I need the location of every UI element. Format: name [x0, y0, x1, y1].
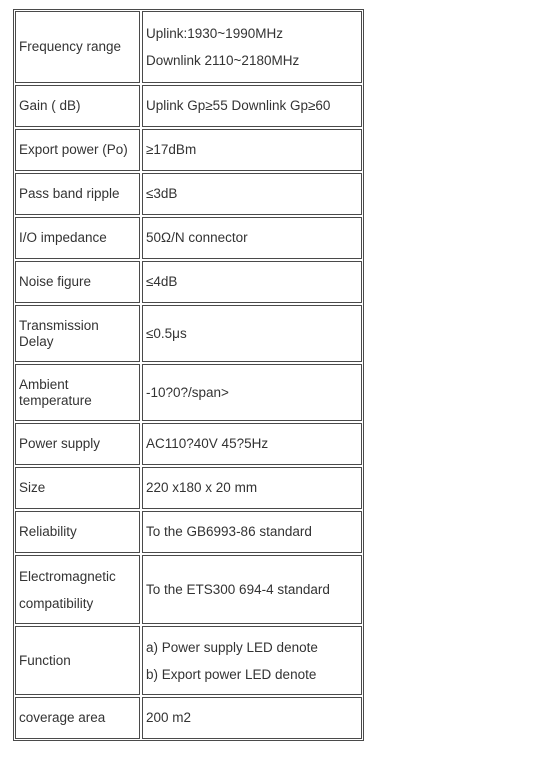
spec-label-text: Gain ( dB) [19, 98, 81, 113]
spec-value-text: ≤0.5μs [146, 325, 187, 341]
table-row [15, 511, 362, 553]
spec-label [15, 364, 140, 421]
spec-label-text: I/O impedance [19, 230, 107, 245]
spec-label-text: Ambient [19, 376, 69, 392]
table-row [15, 129, 362, 171]
spec-value-text: 200 m2 [146, 710, 192, 725]
spec-label-text: Pass band ripple [19, 186, 120, 201]
spec-value-text: ≥17dBm [146, 142, 197, 157]
spec-label-text: Export power (Po) [19, 142, 128, 157]
table-row [15, 11, 362, 83]
spec-value [142, 129, 362, 171]
spec-label [15, 555, 140, 624]
spec-label [15, 697, 140, 739]
spec-value-text: Uplink:1930~1990MHz [146, 26, 283, 41]
spec-value [142, 217, 362, 259]
table-row [15, 85, 362, 127]
spec-value [142, 467, 362, 509]
table-row [15, 364, 362, 421]
spec-label-text: compatibility [19, 595, 94, 611]
spec-value-text: ≤4dB [146, 274, 178, 289]
spec-label [15, 11, 140, 83]
spec-label-text: Function [19, 652, 71, 668]
spec-label-text: Reliability [19, 524, 77, 539]
spec-label [15, 217, 140, 259]
spec-value-text: ≤3dB [146, 186, 178, 201]
spec-label [15, 305, 140, 362]
spec-label [15, 261, 140, 303]
table-row [15, 173, 362, 215]
spec-label [15, 173, 140, 215]
table-row [15, 305, 362, 362]
spec-value-text: 220 x180 x 20 mm [146, 480, 258, 495]
spec-label-text: temperature [19, 392, 92, 408]
specifications-table [13, 9, 364, 741]
spec-value-text: To the ETS300 694-4 standard [146, 581, 330, 597]
spec-label-text: Frequency range [19, 39, 122, 54]
spec-value [142, 364, 362, 421]
table-row [15, 261, 362, 303]
spec-label-text: Transmission [19, 317, 99, 333]
spec-label-text: coverage area [19, 710, 106, 725]
spec-label [15, 423, 140, 465]
spec-value [142, 173, 362, 215]
spec-value [142, 305, 362, 362]
spec-label-text: Delay [19, 333, 54, 349]
spec-value [142, 11, 362, 83]
spec-label [15, 511, 140, 553]
table-row [15, 467, 362, 509]
spec-value [142, 697, 362, 739]
table-row [15, 423, 362, 465]
spec-label [15, 85, 140, 127]
spec-value-text: -10?0?/span> [146, 384, 229, 400]
spec-value-text: AC110?40V 45?5Hz [146, 436, 269, 451]
spec-value-text: 50Ω/N connector [146, 230, 248, 245]
spec-value-text: To the GB6993-86 standard [146, 524, 312, 539]
table-row [15, 697, 362, 739]
spec-value [142, 423, 362, 465]
spec-value-text: Downlink 2110~2180MHz [146, 53, 300, 68]
spec-label-text: Noise figure [19, 274, 92, 289]
spec-label [15, 467, 140, 509]
spec-value-text: b) Export power LED denote [146, 666, 317, 682]
spec-value-text: a) Power supply LED denote [146, 639, 318, 655]
spec-value [142, 626, 362, 695]
spec-value [142, 511, 362, 553]
spec-label-text: Size [19, 480, 46, 495]
spec-label-text: Power supply [19, 436, 101, 451]
table-row [15, 217, 362, 259]
spec-value [142, 85, 362, 127]
spec-label [15, 129, 140, 171]
spec-value-text: Uplink Gp≥55 Downlink Gp≥60 [146, 98, 331, 113]
table-row [15, 626, 362, 695]
spec-value [142, 555, 362, 624]
table-row [15, 555, 362, 624]
spec-label [15, 626, 140, 695]
spec-value [142, 261, 362, 303]
spec-label-text: Electromagnetic [19, 568, 116, 584]
